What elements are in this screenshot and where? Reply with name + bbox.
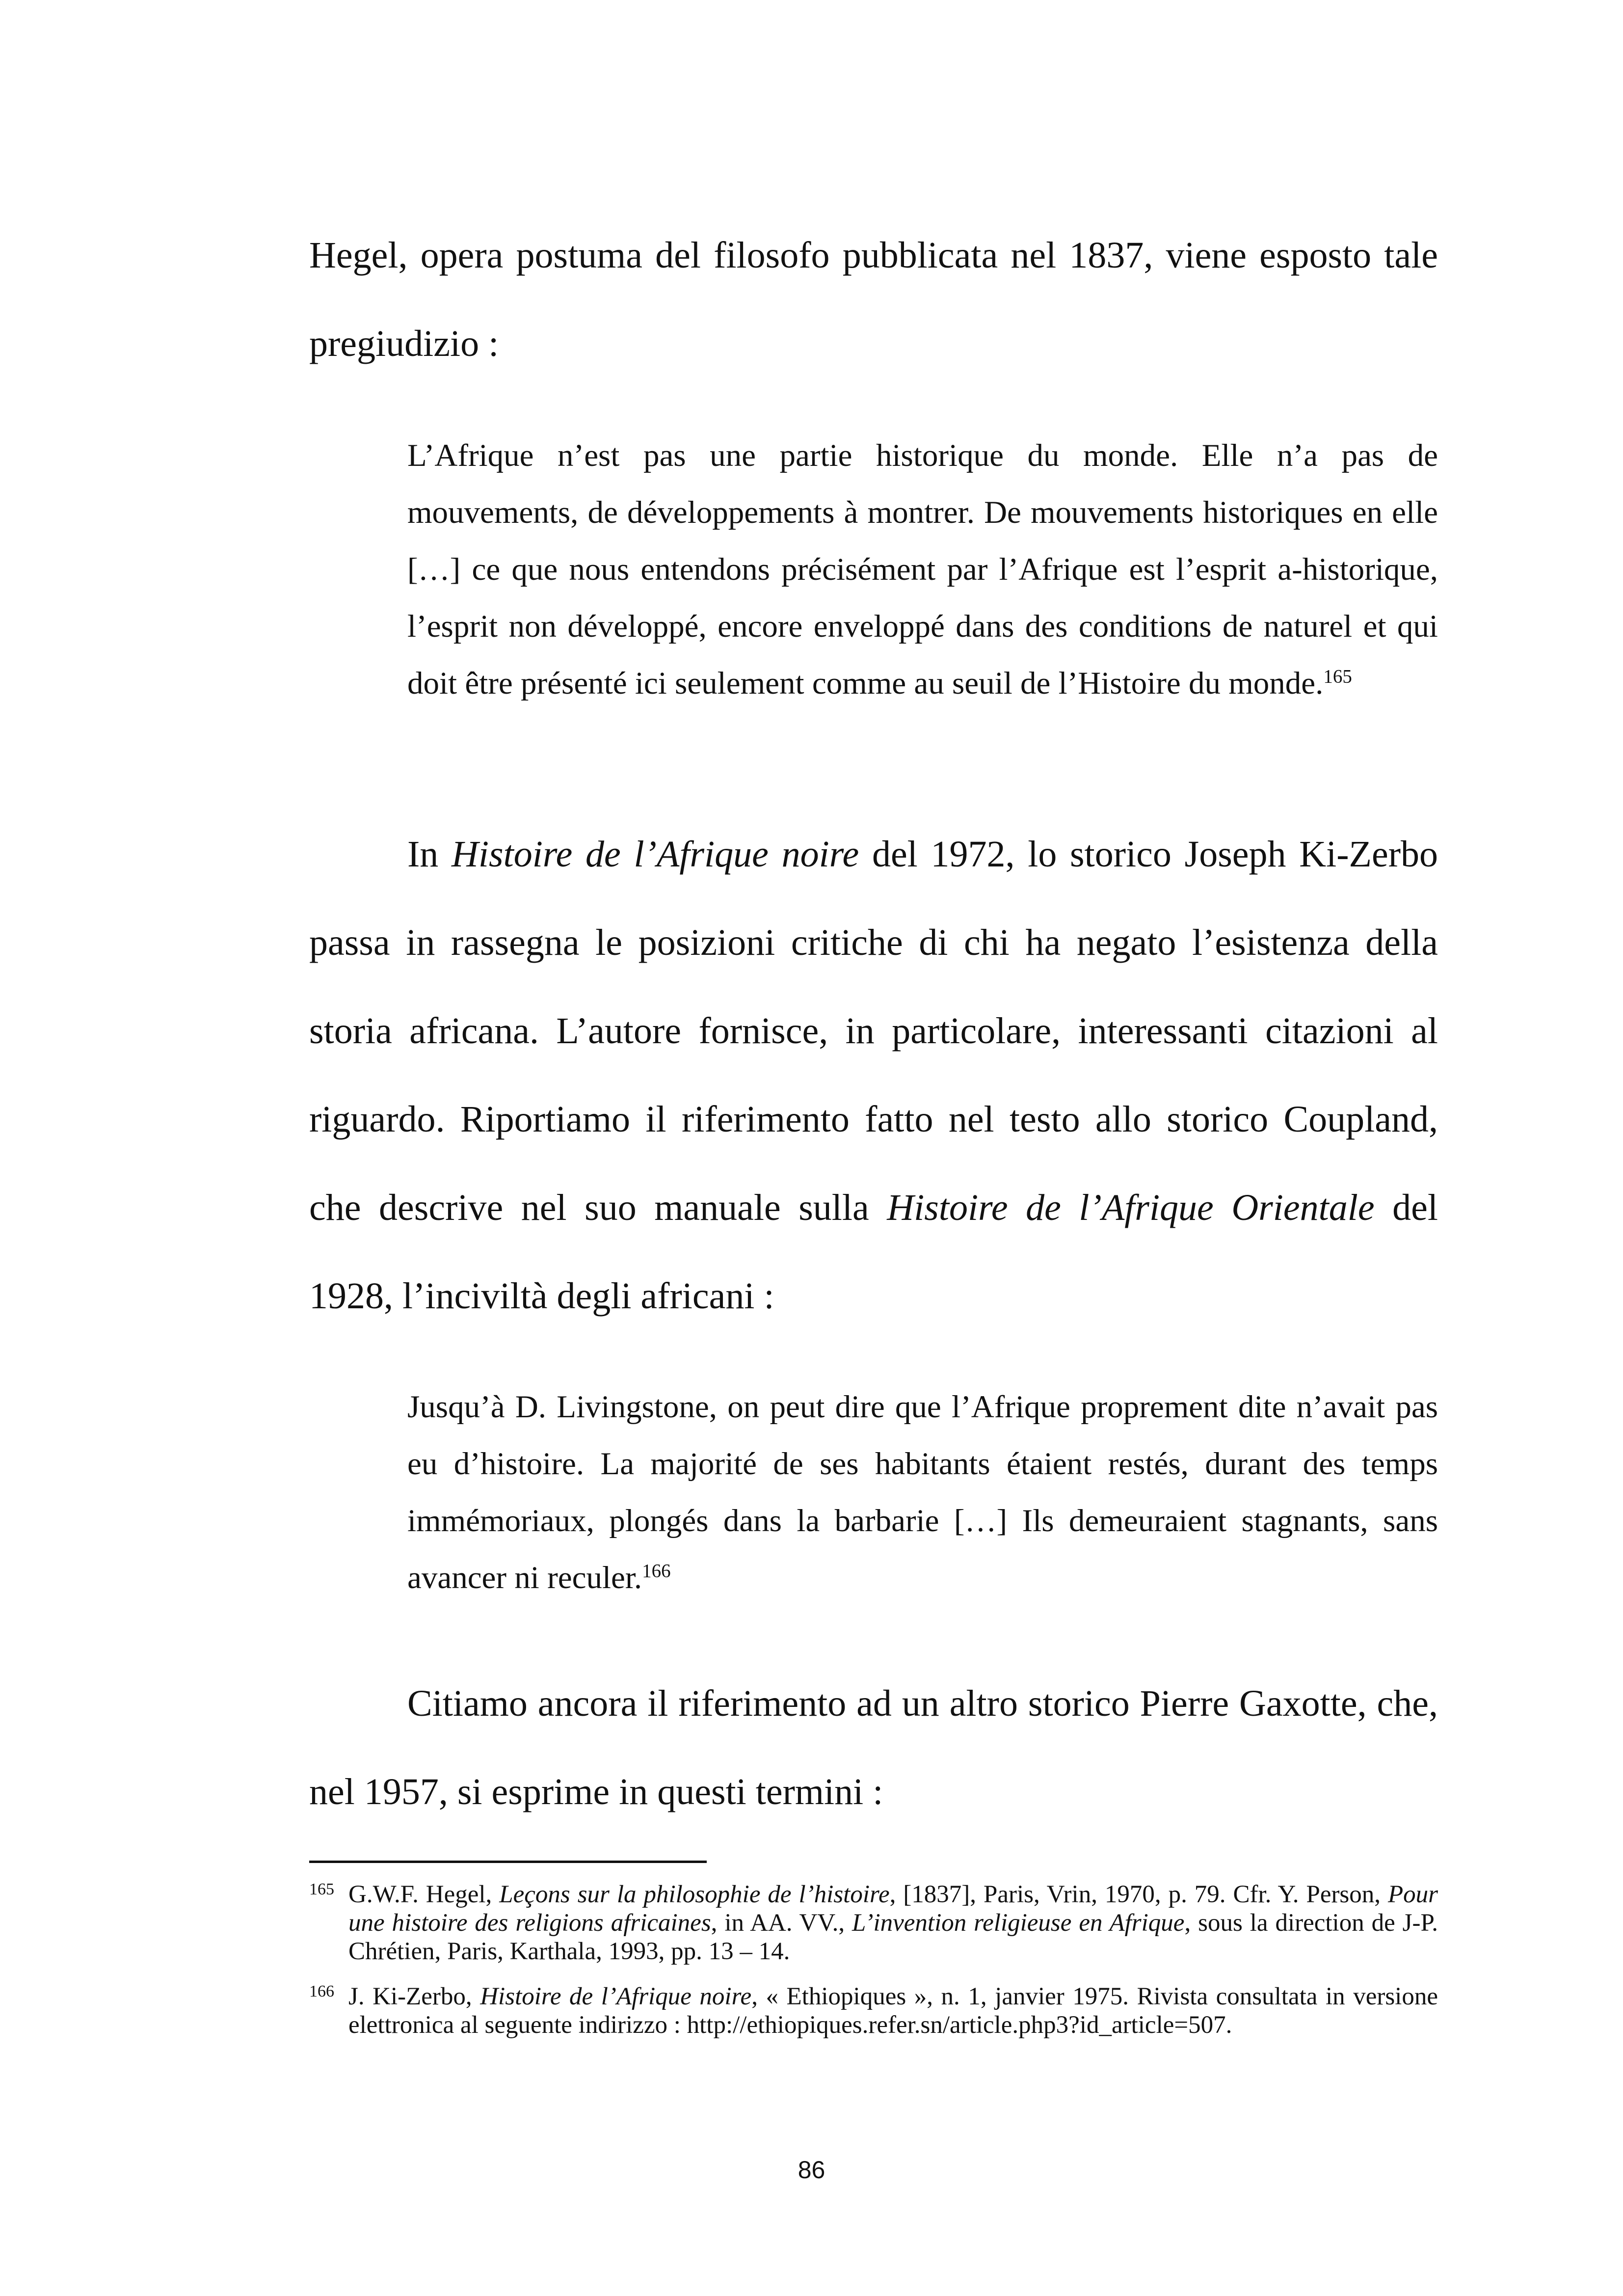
- book-title: Histoire de l’Afrique noire: [480, 1983, 752, 2010]
- paragraph-text: Hegel, opera postuma del filosofo pubblicata nel 1837, viene esposto tale pregiudizio :: [309, 235, 1438, 364]
- footnote-text: [348, 1982, 1438, 2039]
- paragraph-gaxotte: [309, 1659, 1438, 1836]
- footnote-separator: [309, 1861, 707, 1863]
- footnote-reference-165[interactable]: 165: [1323, 666, 1352, 687]
- footnote-number: 165: [309, 1880, 334, 1898]
- paragraph-text: Citiamo ancora il riferimento ad un altro storico Pierre Gaxotte, che, nel 1957, si esprime in questi termini :: [309, 1683, 1438, 1812]
- book-title: L’invention religieuse en Afrique: [852, 1909, 1185, 1937]
- paragraph-text: In: [407, 834, 452, 875]
- block-quote-coupland: [407, 1378, 1438, 1606]
- footnote-number: 166: [309, 1982, 334, 2000]
- footnote-text-part: J. Ki-Zerbo,: [348, 1983, 480, 2010]
- footnote-reference-166[interactable]: 166: [642, 1560, 671, 1582]
- book-title: Histoire de l’Afrique Orientale: [887, 1187, 1375, 1228]
- block-quote-hegel: [407, 427, 1438, 712]
- paragraph-hegel-intro: [309, 211, 1438, 388]
- footnote-text-part: , in AA. VV.,: [711, 1909, 852, 1937]
- book-title: Leçons sur la philosophie de l’histoire: [499, 1881, 890, 1908]
- quote-text: L’Afrique n’est pas une partie historique du monde. Elle n’a pas de mouvements, de développements à montrer. De mouvements historiques en elle […] ce que nous entendons précisément par l’Afrique est l’esprit a-historique, l’esprit non développé, encore enveloppé dans des conditions de naturel et qui doit être présenté ici seulement comme au seuil de l’Histoire du monde.: [407, 438, 1438, 701]
- paragraph-ki-zerbo: [309, 810, 1438, 1340]
- footnote-165: [309, 1880, 1438, 1966]
- footnote-text-part: , « Ethiopiques », n. 1, janvier 1975. Rivista consultata in versione elettronica al seguente indirizzo : http://ethiopiques.refer.sn/article.php3?id_article=507.: [348, 1983, 1438, 2039]
- footnote-text-part: , sous la direction de J-P. Chrétien, Paris, Karthala, 1993, pp. 13 – 14.: [348, 1909, 1438, 1965]
- quote-text: Jusqu’à D. Livingstone, on peut dire que l’Afrique proprement dite n’avait pas eu d’histoire. La majorité de ses habitants étaient restés, durant des temps immémoriaux, plongés dans la barbarie […] Ils demeuraient stagnants, sans avancer ni reculer.: [407, 1389, 1438, 1595]
- paragraph-text: del 1928, l’inciviltà degli africani :: [309, 1187, 1438, 1317]
- paragraph-text: del 1972, lo storico Joseph Ki-Zerbo passa in rassegna le posizioni critiche di chi ha negato l’esistenza della storia africana. L’autore fornisce, in particolare, interessanti citazioni al riguardo. Riportiamo il riferimento fatto nel testo allo storico Coupland, che descrive nel suo manuale sulla: [309, 834, 1438, 1228]
- footnote-text: [348, 1880, 1438, 1966]
- footnote-text-part: G.W.F. Hegel,: [348, 1881, 500, 1908]
- page-number: 86: [798, 2156, 825, 2184]
- footnote-166: [309, 1982, 1438, 2039]
- footnote-text-part: , [1837], Paris, Vrin, 1970, p. 79. Cfr. Y. Person,: [889, 1881, 1388, 1908]
- book-title: Histoire de l’Afrique noire: [452, 834, 859, 875]
- book-title: Pour une histoire des religions africaines: [348, 1881, 1438, 1937]
